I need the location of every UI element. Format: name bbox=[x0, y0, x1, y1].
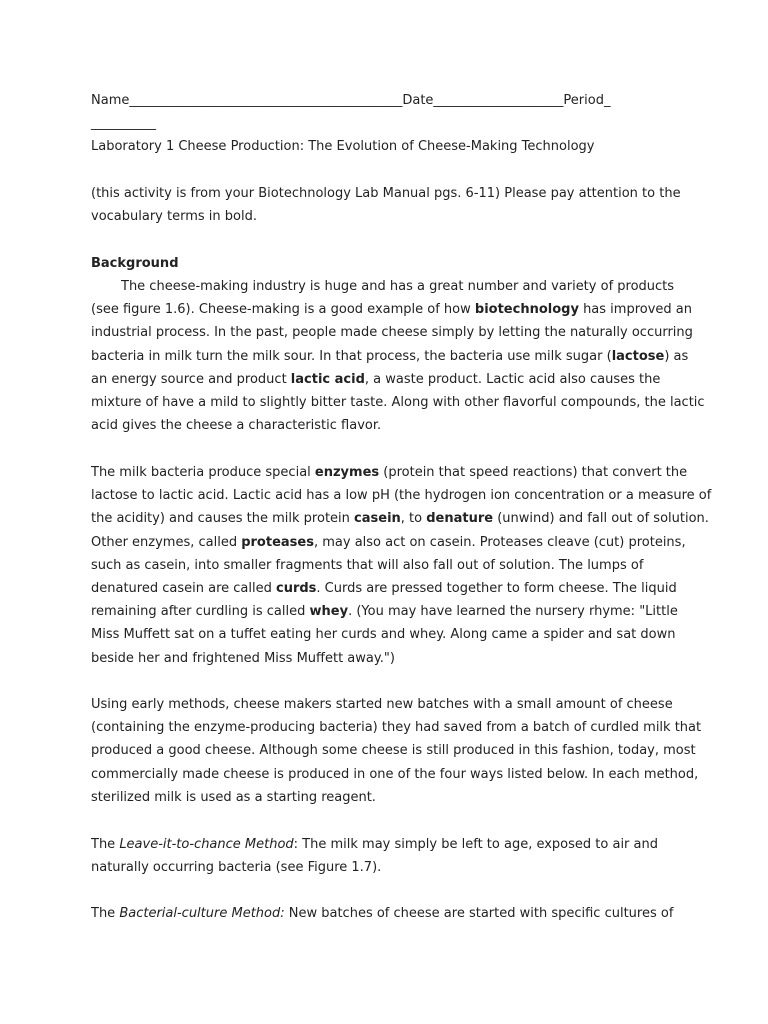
text-run: . Curds are pressed together to form cheese. The liquid bbox=[316, 580, 677, 596]
text-run: (containing the enzyme-producing bacteria) they had saved from a batch of curdled milk that bbox=[91, 720, 702, 736]
method-leave-it-to-chance bbox=[91, 833, 691, 879]
vocabulary-term: curds bbox=[275, 580, 317, 596]
text-run: The bbox=[91, 837, 120, 852]
text-run: mixture of have a mild to slightly bitter taste. Along with other flavorful compounds, the lactic bbox=[91, 394, 705, 410]
text-run: , to bbox=[400, 511, 427, 527]
vocabulary-term: lactose bbox=[611, 348, 665, 364]
text-line bbox=[91, 856, 691, 879]
text-line bbox=[91, 507, 709, 530]
background-paragraph-3 bbox=[91, 693, 702, 809]
vocabulary-term: enzymes bbox=[314, 465, 380, 480]
text-run: industrial process. In the past, people made cheese simply by letting the naturally occurring bbox=[91, 325, 693, 341]
text-run: (see figure 1.6). Cheese-making is a good example of how bbox=[91, 302, 475, 318]
text-line bbox=[91, 461, 691, 484]
text-run: : The milk may simply be left to age, exposed to air and bbox=[293, 837, 658, 852]
text-run: (protein that speed reactions) that convert the bbox=[379, 465, 688, 480]
text-run: commercially made cheese is produced in one of the four ways listed below. In each method, bbox=[91, 766, 699, 782]
text-line bbox=[91, 600, 691, 623]
text-run: , a waste product. Lactic acid also causes the bbox=[364, 371, 661, 387]
text-run: bacteria in milk turn the milk sour. In that process, the bacteria use milk sugar ( bbox=[91, 348, 612, 364]
text-line bbox=[91, 833, 691, 856]
text-run: has improved an bbox=[578, 302, 693, 318]
text-run: such as casein, into smaller fragments that will also fall out of solution. The lumps of bbox=[91, 557, 644, 573]
background-heading bbox=[91, 252, 691, 275]
method-name: Bacterial-culture Method: bbox=[119, 906, 285, 921]
method-name: Leave-it-to-chance Method bbox=[119, 837, 294, 852]
vocabulary-term: casein bbox=[354, 511, 401, 527]
text-line bbox=[91, 693, 691, 716]
text-run: produced a good cheese. Although some cheese is still produced in this fashion, today, most bbox=[91, 743, 696, 759]
text-run: The milk bacteria produce special bbox=[91, 465, 315, 480]
text-run: lactose to lactic acid. Lactic acid has a low pH (the hydrogen ion concentration or a measure of bbox=[91, 488, 712, 504]
text-run: beside her and frightened Miss Muffett away.") bbox=[91, 650, 395, 666]
intro-line: (this activity is from your Biotechnology Lab Manual pgs. 6-11) Please pay attention to the bbox=[91, 186, 681, 201]
text-run: Miss Muffett sat on a tuffet eating her curds and whey. Along came a spider and sat down bbox=[91, 627, 676, 643]
text-line bbox=[91, 275, 691, 298]
vocabulary-term: biotechnology bbox=[474, 302, 579, 318]
text-line bbox=[91, 368, 691, 391]
lab-title: Laboratory 1 Cheese Production: The Evolution of Cheese-Making Technology bbox=[91, 139, 595, 154]
text-line bbox=[91, 414, 691, 437]
background-paragraph-2 bbox=[91, 461, 712, 670]
text-run: an energy source and product bbox=[91, 371, 291, 387]
text-line bbox=[91, 623, 691, 646]
text-run: Using early methods, cheese makers started new batches with a small amount of cheese bbox=[91, 697, 673, 712]
section-heading: Background bbox=[91, 256, 179, 271]
text-line bbox=[91, 554, 691, 577]
text-line bbox=[91, 716, 702, 739]
text-line bbox=[91, 531, 691, 554]
text-line bbox=[91, 484, 712, 507]
text-run: sterilized milk is used as a starting reagent. bbox=[91, 789, 376, 805]
text-run: New batches of cheese are started with specific cultures of bbox=[284, 906, 674, 921]
vocabulary-term: whey bbox=[309, 604, 349, 620]
intro-paragraph bbox=[91, 182, 691, 228]
text-line bbox=[91, 739, 696, 762]
text-run: remaining after curdling is called bbox=[91, 604, 310, 620]
text-line bbox=[91, 391, 705, 414]
text-line bbox=[91, 902, 691, 925]
intro-line: vocabulary terms in bold. bbox=[91, 209, 257, 225]
text-run: naturally occurring bacteria (see Figure 1.7). bbox=[91, 860, 382, 876]
text-line bbox=[91, 786, 691, 809]
background-paragraph-1 bbox=[91, 275, 705, 437]
text-line bbox=[91, 577, 691, 600]
text-run: (unwind) and fall out of solution. bbox=[493, 511, 709, 527]
text-line bbox=[91, 763, 699, 786]
header-fields bbox=[91, 89, 691, 135]
vocabulary-term: denature bbox=[426, 511, 494, 527]
text-line bbox=[91, 345, 691, 368]
method-bacterial-culture bbox=[91, 902, 691, 925]
text-run: ) as bbox=[664, 348, 689, 364]
vocabulary-term: proteases bbox=[241, 534, 314, 550]
text-run: . (You may have learned the nursery rhyme: "Little bbox=[348, 604, 678, 620]
name-line-continuation: __________ bbox=[91, 116, 156, 132]
vocabulary-term: lactic acid bbox=[290, 371, 365, 387]
text-run: , may also act on casein. Proteases cleave (cut) proteins, bbox=[313, 534, 686, 550]
text-line bbox=[91, 647, 691, 670]
text-run: Other enzymes, called bbox=[91, 534, 242, 550]
name-date-period-line: Name__________________________________________Date____________________Period_ bbox=[91, 93, 611, 108]
text-run: The bbox=[91, 906, 120, 921]
text-line bbox=[91, 298, 691, 321]
text-run: The cheese-making industry is huge and has a great number and variety of products bbox=[121, 279, 675, 294]
text-run: denatured casein are called bbox=[91, 580, 276, 596]
text-run: the acidity) and causes the milk protein bbox=[91, 511, 355, 527]
text-line bbox=[91, 321, 691, 344]
text-run: acid gives the cheese a characteristic flavor. bbox=[91, 418, 382, 434]
